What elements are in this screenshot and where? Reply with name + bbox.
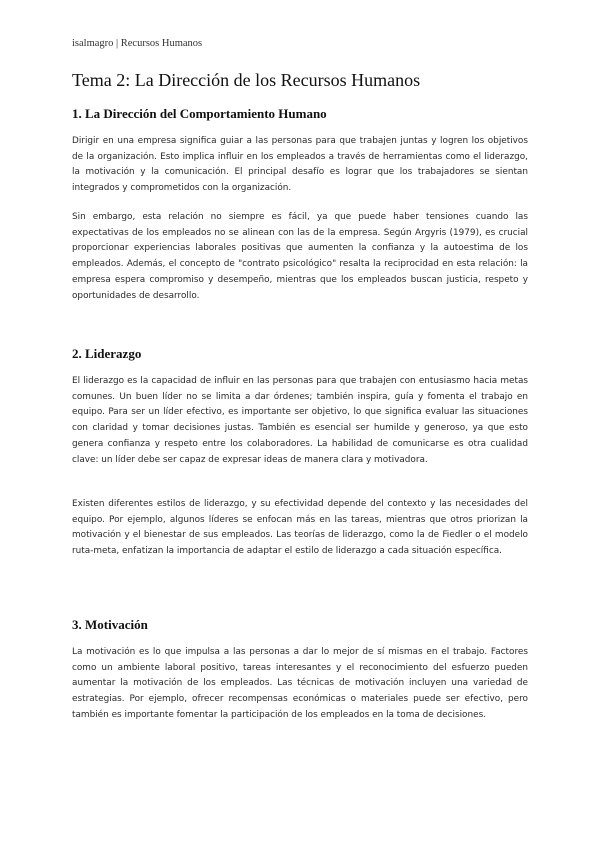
paragraph-3-1: La motivación es lo que impulsa a las personas a dar lo mejor de sí mismas en el trabajo. Factores como un ambiente laboral positivo, tareas interesantes y el reconocimiento del esfuerzo pueden aumentar la motivación de los empleados. Las técnicas de motivación incluyen una variedad de estrategias. Por ejemplo, ofrecer recompensas económicas o materiales puede ser efectivo, pero también es importante fomentar la participación de los empleados en la toma de decisiones. <box>72 647 528 720</box>
paragraph-1-1: Dirigir en una empresa significa guiar a las personas para que trabajen juntas y logren los objetivos de la organización. Esto implica influir en los empleados a través de herramientas como el liderazgo, la motivación y la comunicación. El principal desafío es lograr que los trabajadores se sientan integrados y comprometidos con la organización. <box>72 136 528 194</box>
page-title: Tema 2: La Dirección de los Recursos Humanos <box>72 70 421 90</box>
section-heading-2: 2. Liderazgo <box>72 346 142 361</box>
section-heading-3: 3. Motivación <box>72 617 148 632</box>
paragraph-2-1: El liderazgo es la capacidad de influir en las personas para que trabajen con entusiasmo hacia metas comunes. Un buen líder no se limita a dar órdenes; también inspira, guía y fomenta el trabajo en equipo. Para ser un líder efectivo, es importante ser objetivo, lo que significa evaluar las situaciones con claridad y tomar decisiones justas. También es esencial ser humilde y generoso, ya que esto genera confianza y respeto entre los colaboradores. La habilidad de comunicarse es otra cualidad clave: un líder debe ser capaz de expresar ideas de manera clara y motivadora. <box>72 376 528 465</box>
paragraph-2-2: Existen diferentes estilos de liderazgo, y su efectividad depende del contexto y las necesidades del equipo. Por ejemplo, algunos líderes se enfocan más en las tareas, mientras que otros priorizan la motivación y el bienestar de sus empleados. Las teorías de liderazgo, como la de Fiedler o el modelo ruta-meta, enfatizan la importancia de adaptar el estilo de liderazgo a cada situación específica. <box>72 499 528 557</box>
section-heading-1: 1. La Dirección del Comportamiento Humano <box>72 106 327 121</box>
paragraph-1-2: Sin embargo, esta relación no siempre es fácil, ya que puede haber tensiones cuando las expectativas de los empleados no se alinean con las de la empresa. Según Argyris (1979), es crucial proporcionar experiencias laborales positivas que aumenten la confianza y la autoestima de los empleados. Además, el concepto de "contrato psicológico" resalta la reciprocidad en esta relación: la empresa espera compromiso y desempeño, mientras que los empleados buscan justicia, respeto y oportunidades de desarrollo. <box>72 212 528 301</box>
page-header: isalmagro | Recursos Humanos <box>72 38 203 49</box>
